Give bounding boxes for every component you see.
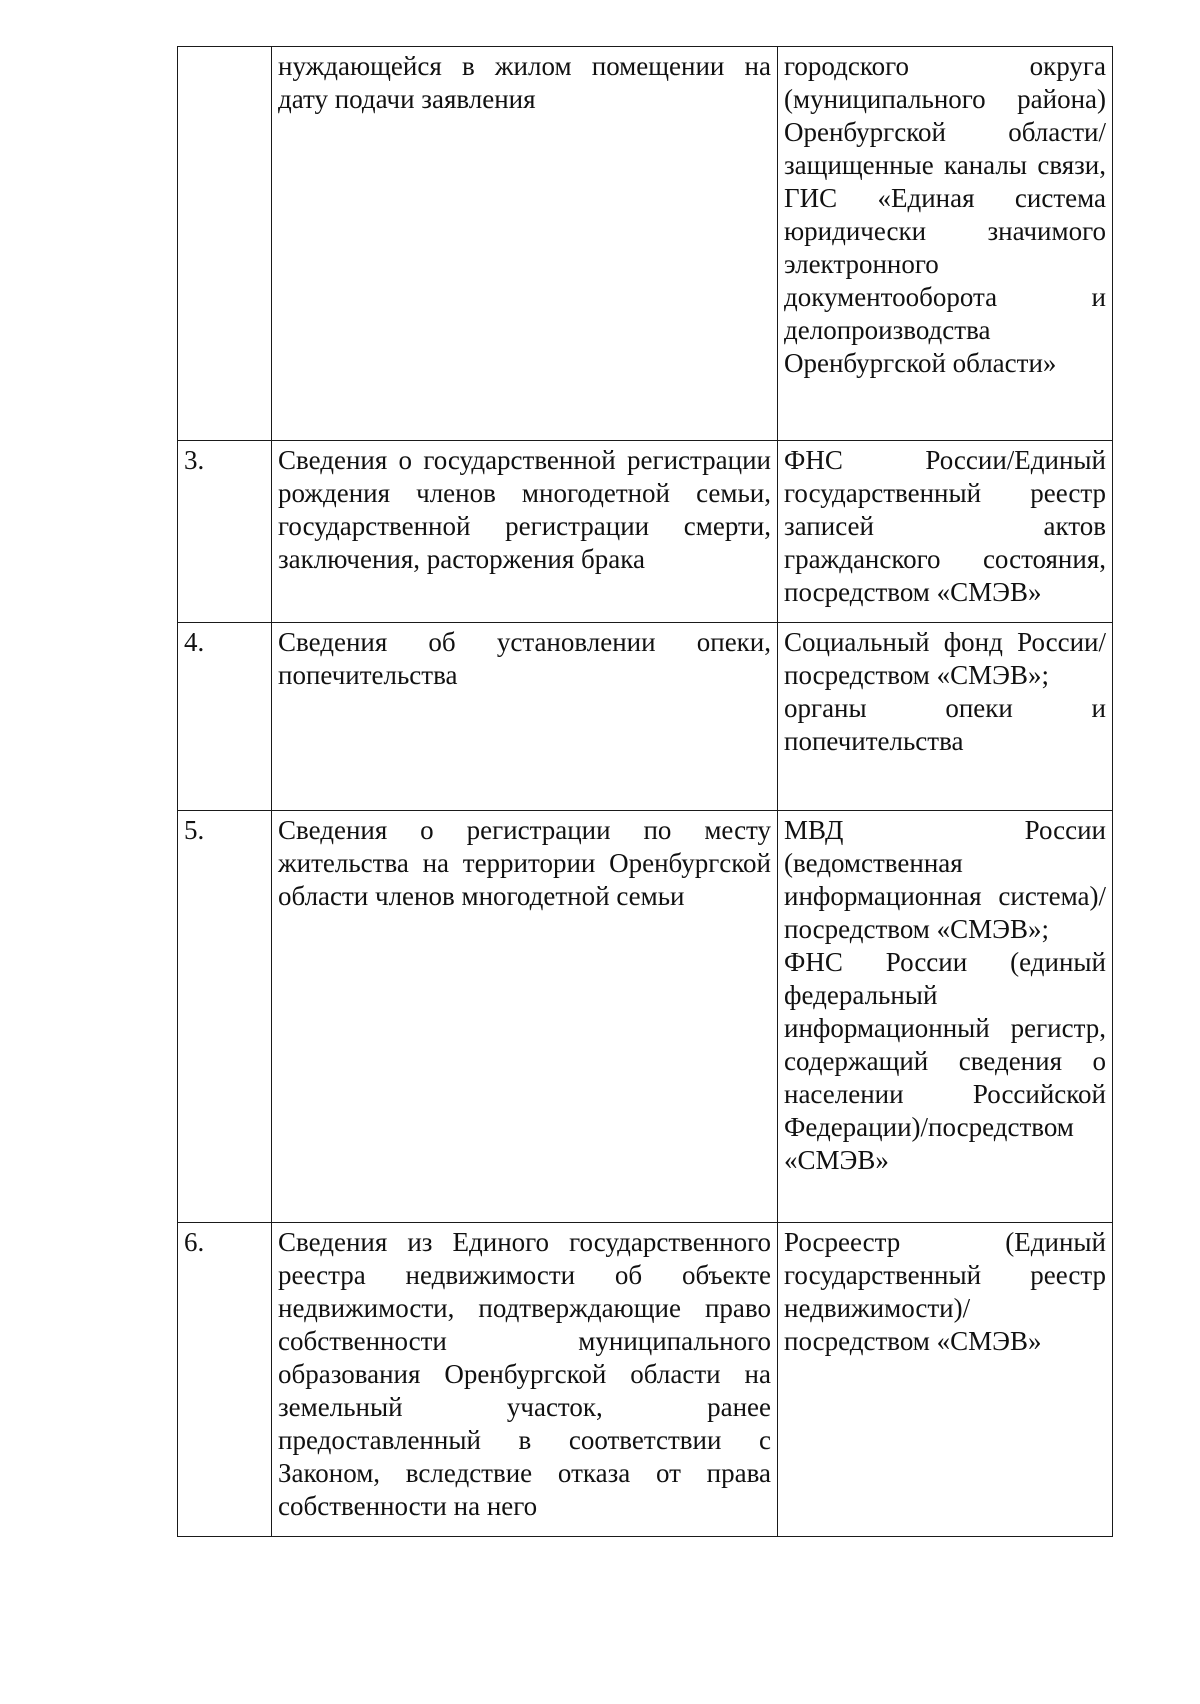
information-sources-table: [177, 46, 1113, 1537]
description-cell: [272, 623, 778, 811]
row-number: 6.: [184, 1227, 205, 1257]
row-description: нуждающейся в жилом помещении на дату подачи заявления: [278, 51, 771, 114]
table-row: [178, 47, 1113, 441]
description-cell: [272, 811, 778, 1223]
row-number-cell: [178, 811, 272, 1223]
table-row: [178, 441, 1113, 623]
row-number-cell: [178, 623, 272, 811]
table-row: [178, 623, 1113, 811]
source-cell: [778, 623, 1113, 811]
row-number-cell: [178, 1223, 272, 1537]
source-cell: [778, 811, 1113, 1223]
row-source: Росреестр (Единый государственный реестр недвижимости)/ посредством «СМЭВ»: [784, 1227, 1106, 1356]
row-number: 5.: [184, 815, 205, 845]
source-cell: [778, 441, 1113, 623]
row-number: 4.: [184, 627, 205, 657]
row-source: МВД России (ведомственная информационная система)/посредством «СМЭВ»; ФНС России (единый федеральный информационный регистр, содержащий сведения о населении Российской Федерации)/посредством «СМЭВ»: [784, 815, 1106, 1175]
row-number-cell: [178, 441, 272, 623]
row-number: 3.: [184, 445, 205, 475]
row-description: Сведения об установлении опеки, попечительства: [278, 627, 771, 690]
description-cell: [272, 47, 778, 441]
row-number-cell: [178, 47, 272, 441]
row-source: ФНС России/Единый государственный реестр записей актов гражданского состояния, посредством «СМЭВ»: [784, 445, 1106, 607]
table-row: [178, 811, 1113, 1223]
row-description: Сведения из Единого государственного реестра недвижимости об объекте недвижимости, подтверждающие право собственности муниципального образования Оренбургской области на земельный участок, ранее предоставленный в соответствии с Законом, вследствие отказа от права собственности на него: [278, 1227, 771, 1521]
row-source: городского округа (муниципального района) Оренбургской области/защищенные каналы связи, ГИС «Единая система юридически значимого электронного документооборота и делопроизводства Оренбургской области»: [784, 51, 1106, 378]
row-source: Социальный фонд России/посредством «СМЭВ»; органы опеки и попечительства: [784, 627, 1106, 756]
source-cell: [778, 47, 1113, 441]
source-cell: [778, 1223, 1113, 1537]
row-description: Сведения о регистрации по месту жительства на территории Оренбургской области членов многодетной семьи: [278, 815, 771, 911]
description-cell: [272, 1223, 778, 1537]
table-row: [178, 1223, 1113, 1537]
description-cell: [272, 441, 778, 623]
row-description: Сведения о государственной регистрации рождения членов многодетной семьи, государственной регистрации смерти, заключения, расторжения брака: [278, 445, 771, 574]
